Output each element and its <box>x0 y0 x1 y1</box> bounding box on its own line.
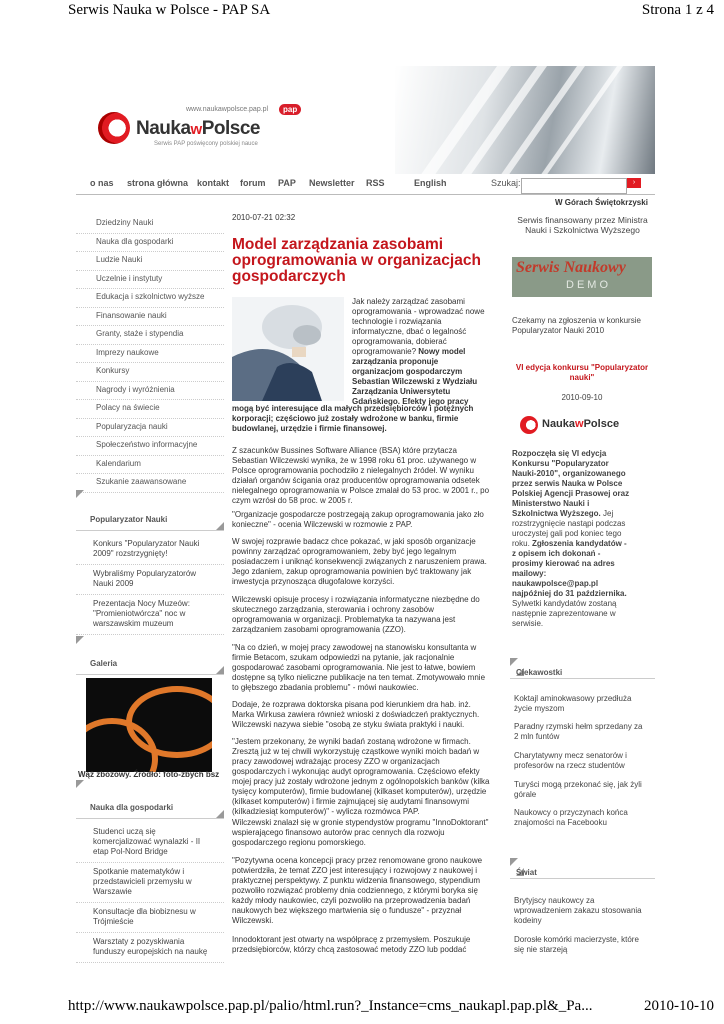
search-go-arrow-icon[interactable]: › <box>627 178 641 188</box>
menu-item-imprezy[interactable]: Imprezy naukowe <box>76 345 224 364</box>
edition-date: 2010-09-10 <box>561 393 603 402</box>
left-menu <box>76 215 224 493</box>
list-item[interactable]: Konkurs "Popularyzator Nauki 2009" rozstrzygnięty! <box>76 531 224 565</box>
nav-forum[interactable]: forum <box>240 178 266 188</box>
nav-english[interactable]: English <box>414 178 447 188</box>
menu-item-ludzie-nauki[interactable]: Ludzie Nauki <box>76 252 224 271</box>
print-title: Serwis Nauka w Polsce - PAP SA <box>68 2 271 18</box>
top-nav <box>76 178 655 194</box>
edition-title[interactable]: VI edycja konkursu "Popularyzator nauki" <box>515 363 649 382</box>
article-date: 2010-07-21 02:32 <box>232 213 296 222</box>
list-item[interactable]: Studenci uczą się komercjalizować wynalazki - II etap Pol-Nord Bridge <box>76 819 224 863</box>
print-page-number: Strona 1 z 4 <box>641 2 714 18</box>
ciekawostki-header: Ciekawostki <box>510 658 655 679</box>
menu-item-dziedziny-nauki[interactable]: Dziedziny Nauki <box>76 215 224 234</box>
menu-item-finansowanie[interactable]: Finansowanie nauki <box>76 308 224 327</box>
article-paragraph: Innodoktorant jest otwarty na współpracę z przemysłem. Poszukuje przedsiębiorców, którzy chcą zastosować metody ZZO lub poddać <box>232 935 471 954</box>
applications-notice[interactable]: Czekamy na zgłoszenia w konkursie Popularyzator Nauki 2010 <box>512 316 641 335</box>
search-input[interactable] <box>521 178 627 194</box>
swiat-header: Świat <box>510 858 655 879</box>
article-title: Model zarządzania zasobami oprogramowania w organizacjach gospodarczych <box>232 236 481 285</box>
nav-rss[interactable]: RSS <box>366 178 385 188</box>
article-header <box>232 213 490 222</box>
list-item[interactable]: Dorosłe komórki macierzyste, które się nie starzeją <box>514 935 639 954</box>
banner-url: www.naukawpolsce.pap.pl <box>186 106 269 113</box>
swirl-logo-icon <box>98 112 130 144</box>
article-paragraph: Z szacunków Bussines Software Alliance (BSA) które przytacza Sebastian Wilczewski wynika, że w 1998 roku 61 proc. używanego w Polsce oprogramowania pochodziło z nielegalnych źródeł. W wyniku działań organów ścigania oraz producentów oprogramowania odsetek nielegalnego oprogramowania w Polsce zmalał do 53 proc. w 2001 r., po czym wzrósł do 58 proc. w 2005 r. <box>232 446 490 505</box>
article-lead-2: mogą być interesujące dla małych przedsiębiorców i potężnych korporacji; częściowo już zostały wdrożone w banku, firmie budowlanej, urzędzie i firmie finansowej. <box>232 404 474 433</box>
site-banner <box>76 66 655 174</box>
list-item[interactable]: Paradny rzymski hełm sprzedany za 2 mln funtów <box>514 722 643 741</box>
list-item[interactable]: Turyści mogą przekonać się, jak żyli górale <box>514 780 642 799</box>
nav-divider <box>76 194 655 195</box>
article-paragraph: "Na co dzień, w mojej pracy zawodowej na stanowisku konsultanta w firmie Betacom, szukam odpowiedzi na pytanie, jak racjonalnie gospodarować zasobami oprogramowania. Nie jest to łatwe, bowiem dostępne są tylko nieliczne publikacje na ten temat. Zmotywowało mnie to głębszego zbadania problemu" - mówi naukowiec. <box>232 643 486 692</box>
menu-item-kalendarium[interactable]: Kalendarium <box>76 456 224 475</box>
menu-item-uczelnie[interactable]: Uczelnie i instytuty <box>76 271 224 290</box>
menu-item-granty[interactable]: Granty, staże i stypendia <box>76 326 224 345</box>
demo-banner-sub: DEMO <box>566 279 611 291</box>
galeria-box-title: Galeria <box>90 659 118 668</box>
article-paragraph: "Jestem przekonany, że wyniki badań zostaną wdrożone w firmach. Zresztą już w tej chwili wykorzystuję cząstkowe wyniki moich badań w pracy zawodowej wdrażając procesy ZZO w organizacjach gospodarczych i wykonując audyt oprogramowania. Częściowo efekty mojej pracy już zostały wdrożone jednym z ogólnopolskich banków (kilka tysięcy komputerów), firmie budowlanej (kilkaset komputerów), urzędzie (kilkaset komputerów) i firmie zajmującej się audytami finansowymi (kilkadziesiąt komputerów)" - wylicza rozmówca PAP. <box>232 737 490 816</box>
article-paragraph: "Pozytywna ocena koncepcji pracy przez renomowane grono naukowe potwierdziła, że temat ZZO jest interesujący i rozwojowy z naukowej i praktycznej perspektywy. Z punktu widzenia finansowego, stypendium pozwoliło rozwiązać problemy dnia codziennego, z którymi boryka się każdy młody naukowiec, czyli pozwoliło na przeprowadzenia badań naukowych bez większego martwienia się o fundusze" - przyznał Wilczewski. <box>232 856 483 925</box>
print-url: http://www.naukawpolsce.pap.pl/palio/html.run?_Instance=cms_naukapl.pap.pl&_Pa... <box>68 998 593 1014</box>
search-label: Szukaj: <box>491 178 521 188</box>
menu-item-spoleczenstwo[interactable]: Społeczeństwo informacyjne <box>76 437 224 456</box>
nav-strona-glowna[interactable]: strona główna <box>127 178 189 188</box>
list-item[interactable]: Naukowcy o przyczynach końca znajomości na Facebooku <box>514 808 628 827</box>
logo-subtitle: Serwis PAP poświęcony polskiej nauce <box>154 141 258 147</box>
gospodarka-box-title: Nauka dla gospodarki <box>90 803 174 812</box>
article-paragraph: Wilczewski opisuje procesy i rozwiązania informatyczne niezbędne do skutecznego zarządzania, sterowania i ochrony zasobów oprogramowania w organizacji. Problematyka ta nazywana jest zarządzaniem zasobami oprogramowania (ZZO). <box>232 595 480 634</box>
list-item[interactable]: Prezentacja Nocy Muzeów: "Promieniotwórcza" noc w warszawskim muzeum <box>76 595 224 635</box>
nauka-logo-small: NaukawPolsce <box>518 410 638 442</box>
galeria-box <box>76 636 224 675</box>
list-item[interactable]: Wybraliśmy Popularyzatorów Nauki 2009 <box>76 565 224 595</box>
popularyzator-box-title: Popularyzator Nauki <box>90 515 168 524</box>
menu-item-popularyzacja[interactable]: Popularyzacja nauki <box>76 419 224 438</box>
demo-banner-title: Serwis Naukowy <box>516 259 626 276</box>
menu-item-konkursy[interactable]: Konkursy <box>76 363 224 382</box>
site-logo[interactable]: NaukawPolsce <box>136 118 260 139</box>
banner-photo <box>395 66 655 174</box>
list-item[interactable]: Koktajl aminokwasowy przedłuża życie myszom <box>514 694 632 713</box>
popularyzator-box <box>76 490 224 635</box>
article-paragraph: W swojej rozprawie badacz chce pokazać, w jaki sposób organizacje powinny zarządzać oprogramowaniem, żeby być jego legalnym posiadaczem i uniknąć konsekwencji związanych z naruszeniem prawa. Jego zdaniem, zakup oprogramowania powinien być traktowany jak inwestycja przynosząca długofalowe korzyści. <box>232 537 487 586</box>
nav-pap[interactable]: PAP <box>278 178 296 188</box>
list-item[interactable]: Spotkanie matematyków i przedstawicieli przemysłu w Warszawie <box>76 863 224 903</box>
article-image <box>232 297 344 401</box>
ticker-text[interactable]: W Górach Świętokrzyski <box>555 198 648 207</box>
menu-item-nagrody[interactable]: Nagrody i wyróżnienia <box>76 382 224 401</box>
gallery-image[interactable] <box>86 678 212 772</box>
print-header <box>0 0 724 22</box>
article-lead-1: Jak należy zarządzać zasobami oprogramowania - wprowadzać nowe technologie i rozwiązania informatyczne, dbać o legalność oprogramowania, dobierać oprogramowanie? Nowy model zarządzania proponuje organizacjom gospodarczym Sebastian Wilczewski z Wydziału Zarządzania Uniwersytetu Gdańskiego. Efekty jego pracy <box>352 297 485 406</box>
gospodarka-box <box>76 780 224 963</box>
menu-item-polacy[interactable]: Polacy na świecie <box>76 400 224 419</box>
article-paragraph: Dodaje, że rozprawa doktorska pisana pod kierunkiem dra hab. inż. Marka Wirkusa zawiera również wnioski z doświadczeń praktycznych. Wilczewski nazywa siebie "osobą ze styku świata praktyki i nauki. <box>232 700 480 729</box>
list-item[interactable]: Konsultacje dla biobiznesu w Trójmieście <box>76 903 224 933</box>
article-paragraph: "Organizacje gospodarcze postrzegają zakup oprogramowania jako zło konieczne" - ocenia Wilczewski w rozmowie z PAP. <box>232 510 484 529</box>
menu-item-edukacja[interactable]: Edukacja i szkolnictwo wyższe <box>76 289 224 308</box>
list-item[interactable]: Warsztaty z pozyskiwania funduszy europejskich na naukę <box>76 933 224 963</box>
nav-newsletter[interactable]: Newsletter <box>309 178 355 188</box>
list-item[interactable]: Charytatywny mecz senatorów i profesorów na rzecz studentów <box>514 751 627 770</box>
nav-o-nas[interactable]: o nas <box>90 178 114 188</box>
list-item[interactable]: Brytyjscy naukowcy za wprowadzeniem zakazu stosowania kodeiny <box>514 896 642 925</box>
gallery-caption: Wąż zbożowy. Źródło: foto-zbych bsz <box>78 770 220 779</box>
funded-by: Serwis finansowany przez Ministra Nauki i Szkolnictwa Wyższego <box>517 215 648 235</box>
article-paragraph: Wilczewski znalazł się w gronie stypendystów programu "InnoDoktorant" wspierającego finansowo autorów prac cennych dla rozwoju gospodarczego regionu pomorskiego. <box>232 818 489 847</box>
nav-kontakt[interactable]: kontakt <box>197 178 230 188</box>
menu-item-szukanie[interactable]: Szukanie zaawansowane <box>76 474 224 493</box>
edition-text: Rozpoczęła się VI edycja Konkursu "Popularyzator Nauki-2010", organizowanego przez serwis Nauka w Polsce Polskiej Agencji Prasowej oraz Ministerstwo Nauki i Szkolnictwa Wyższego. Jej rozstrzygnięcie nastąpi podczas uroczystej gali pod koniec tego roku. Zgłoszenia kandydatów - z opisem ich dokonań - prosimy kierować na adres mailowy: naukawpolsce@pap.pl najpóźniej do 31 października. Sylwetki kandydatów zostaną następnie zaprezentowane w serwisie. <box>512 449 630 628</box>
demo-banner[interactable] <box>512 257 652 297</box>
menu-item-nauka-dla-gospodarki[interactable]: Nauka dla gospodarki <box>76 234 224 253</box>
print-date: 2010-10-10 <box>644 998 714 1014</box>
pap-logo: pap <box>279 104 301 115</box>
